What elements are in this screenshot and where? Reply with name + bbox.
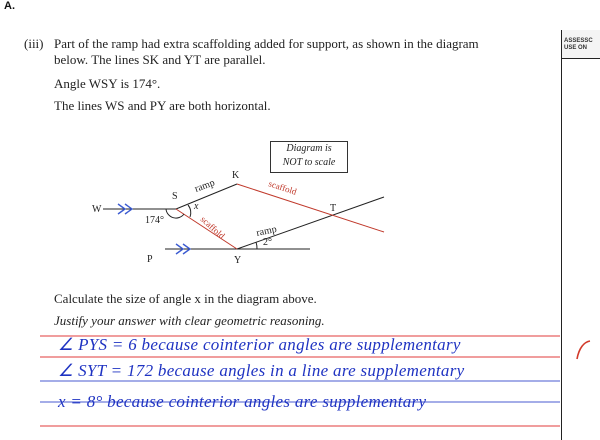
angle-2-arc xyxy=(256,242,257,249)
question-line-1: Part of the ramp had extra scaffolding added for support, as shown in the diagram xyxy=(54,36,479,51)
label-ramp-upper: ramp xyxy=(193,177,217,195)
question-number: (iii) xyxy=(24,36,44,51)
label-Y: Y xyxy=(234,255,242,266)
label-P: P xyxy=(147,254,153,265)
label-ramp-lower: ramp xyxy=(255,223,278,239)
assessor-header-line2: USE ON xyxy=(564,45,588,51)
marker-tick xyxy=(577,341,590,359)
label-scaffold-lower: scaffold xyxy=(198,214,227,241)
label-angle-174: 174° xyxy=(145,215,164,226)
diagram-note xyxy=(270,141,348,173)
label-scaffold-upper: scaffold xyxy=(267,178,298,197)
handwritten-line-3: x = 8° because cointerior angles are supplementary xyxy=(58,392,427,411)
label-S: S xyxy=(172,191,178,202)
label-x: x xyxy=(194,201,199,212)
assessor-header-line1: ASSESSC xyxy=(564,38,593,44)
scaffold-line-upper xyxy=(237,184,384,232)
angle-174-arc xyxy=(166,209,184,218)
label-angle-2: 2° xyxy=(263,237,272,248)
label-T: T xyxy=(330,203,337,214)
angle-statement: Angle WSY is 174°. xyxy=(54,76,161,91)
task-justify: Justify your answer with clear geometric reasoning. xyxy=(54,313,325,328)
question-line-2: below. The lines SK and YT are parallel. xyxy=(54,52,266,67)
label-W: W xyxy=(92,204,102,215)
angle-x-arc xyxy=(188,205,191,217)
label-K: K xyxy=(232,170,240,181)
handwritten-line-2: ∠ SYT = 172 because angles in a line are supplementary xyxy=(58,361,465,380)
line-YT xyxy=(237,197,384,249)
diagram-note-line2: NOT to scale xyxy=(282,157,336,168)
horizontal-statement: The lines WS and PY are both horizontal. xyxy=(54,98,271,113)
handwritten-line-1: ∠ PYS = 6 because cointerior angles are supplementary xyxy=(58,335,461,354)
section-label: A. xyxy=(4,0,15,12)
task-calculate: Calculate the size of angle x in the diagram above. xyxy=(54,291,317,306)
diagram-note-line1: Diagram is xyxy=(286,143,332,154)
